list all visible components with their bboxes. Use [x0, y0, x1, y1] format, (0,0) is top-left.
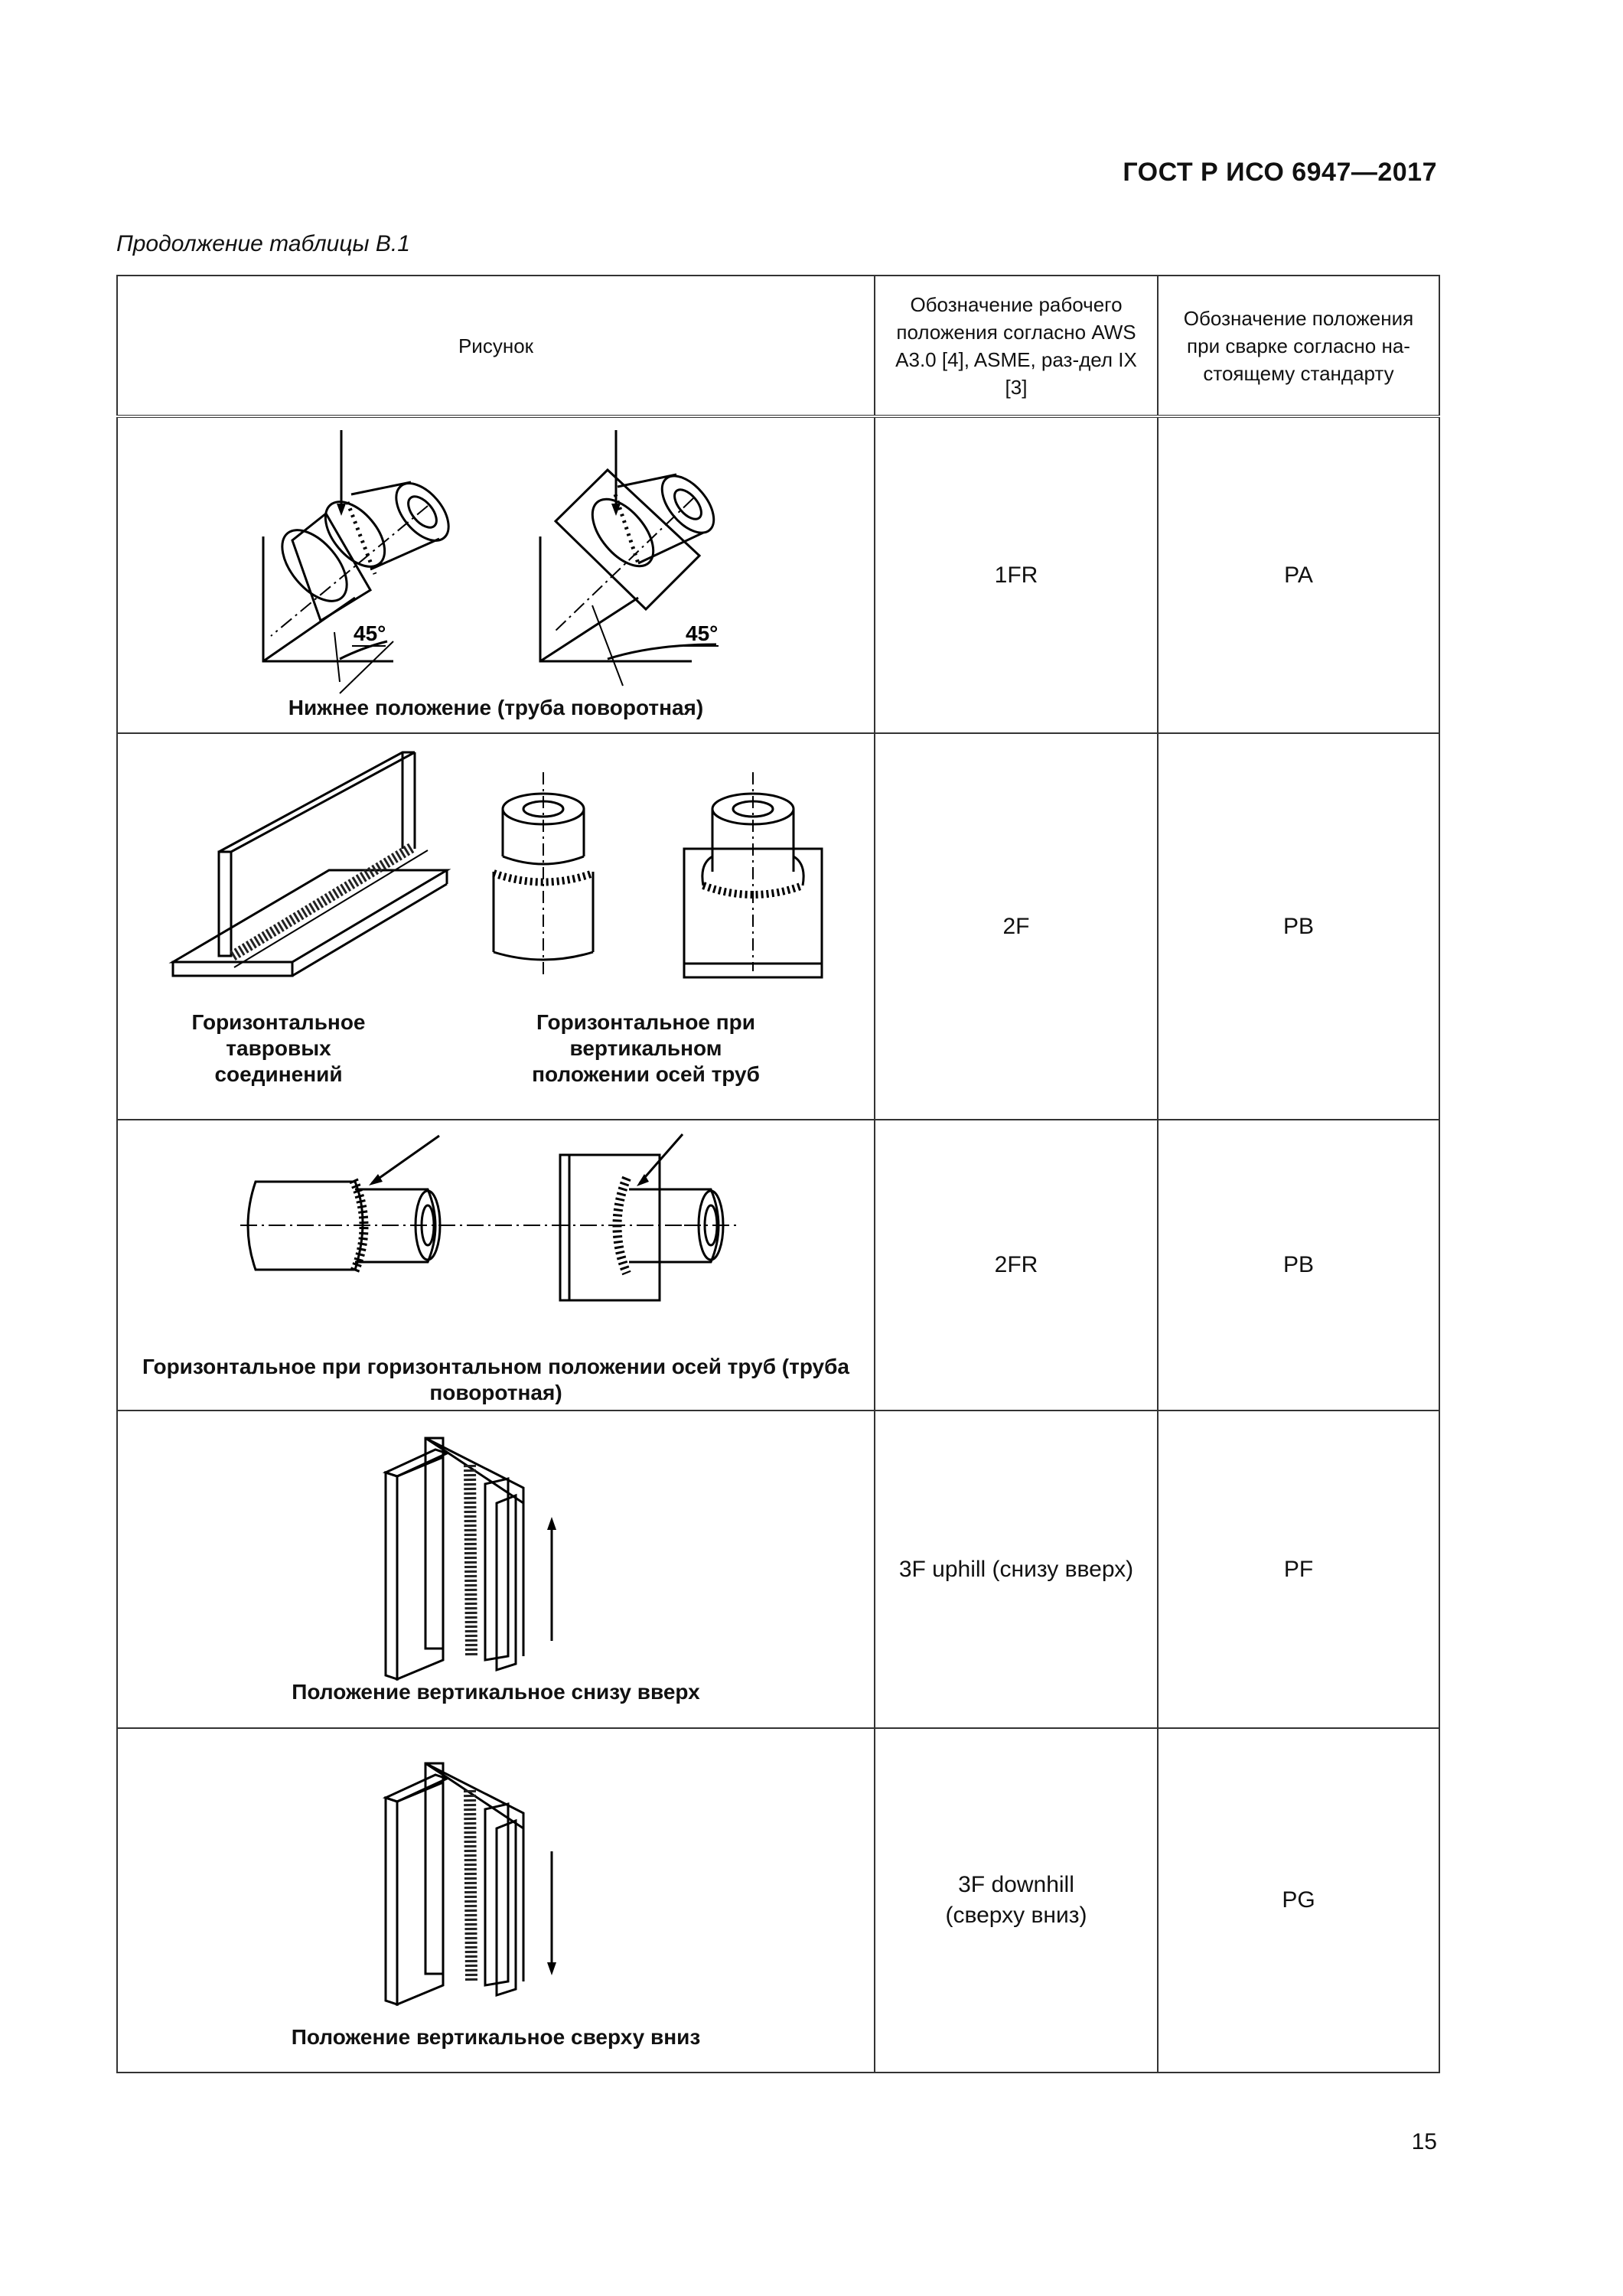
aws-designation-text: 3F downhill (сверху вниз): [945, 1872, 1087, 1928]
iso-designation: PB: [1158, 1120, 1439, 1411]
figure-vertical-up: [118, 1411, 874, 1727]
figure-horizontal-fillet: [118, 734, 874, 1119]
angle-label-left: 45°: [354, 621, 386, 645]
header-aws-asme-text: Обозначение рабочего положения согласно AWS A3.0 [4], ASME, раз-дел IX [3]: [895, 292, 1137, 399]
table-caption: Продолжение таблицы В.1: [116, 231, 410, 256]
table-header-row: [117, 276, 1439, 416]
header-aws-asme: [875, 276, 1158, 416]
table-row: [117, 733, 1439, 1120]
figure-vertical-down: [118, 1729, 874, 2072]
figure-caption: Горизонтальное при горизонтальном положении осей труб (труба поворотная): [142, 1355, 849, 1404]
iso-designation: PA: [1158, 416, 1439, 733]
angle-label-right: 45°: [686, 621, 719, 645]
flat-position-drawing: [118, 418, 874, 732]
page-number: 15: [1411, 2129, 1437, 2154]
aws-designation: 2FR: [875, 1120, 1158, 1411]
table-row: [117, 416, 1439, 733]
iso-designation: PF: [1158, 1411, 1439, 1728]
vertical-up-drawing: [118, 1411, 874, 1687]
header-figure: Рисунок: [117, 276, 875, 416]
table-row: [117, 1120, 1439, 1411]
figure-caption: Нижнее положение (труба поворотная): [288, 696, 704, 719]
document-header: ГОСТ Р ИСО 6947—2017: [1123, 158, 1437, 187]
table-row: [117, 1728, 1439, 2073]
figure-caption: Положение вертикальное снизу вверх: [292, 1680, 700, 1704]
iso-designation: PB: [1158, 733, 1439, 1120]
figure-caption-vertical-axis: Горизонтальное при вертикальном положении осей труб: [532, 1010, 760, 1086]
table-row: [117, 1411, 1439, 1728]
figure-caption: Положение вертикальное сверху вниз: [291, 2025, 701, 2049]
horizontal-fillet-drawing: [118, 734, 874, 1009]
iso-designation: PG: [1158, 1728, 1439, 2073]
figure-caption-tjoint: Горизонтальное тавровых соединений: [191, 1010, 366, 1086]
horizontal-rotated-drawing: [118, 1120, 874, 1350]
vertical-down-drawing: [118, 1729, 874, 2020]
aws-designation: [875, 1728, 1158, 2073]
figure-flat-rotated-pipe: [118, 418, 874, 732]
aws-designation: 1FR: [875, 416, 1158, 733]
header-iso: [1158, 276, 1439, 416]
header-iso-text: Обозначение положения при сварке согласно на-стоящему стандарту: [1183, 306, 1414, 385]
aws-designation: 2F: [875, 733, 1158, 1120]
aws-designation: 3F uphill (снизу вверх): [875, 1411, 1158, 1728]
figure-horizontal-rotated: [118, 1120, 874, 1410]
welding-positions-table: [116, 275, 1440, 2073]
